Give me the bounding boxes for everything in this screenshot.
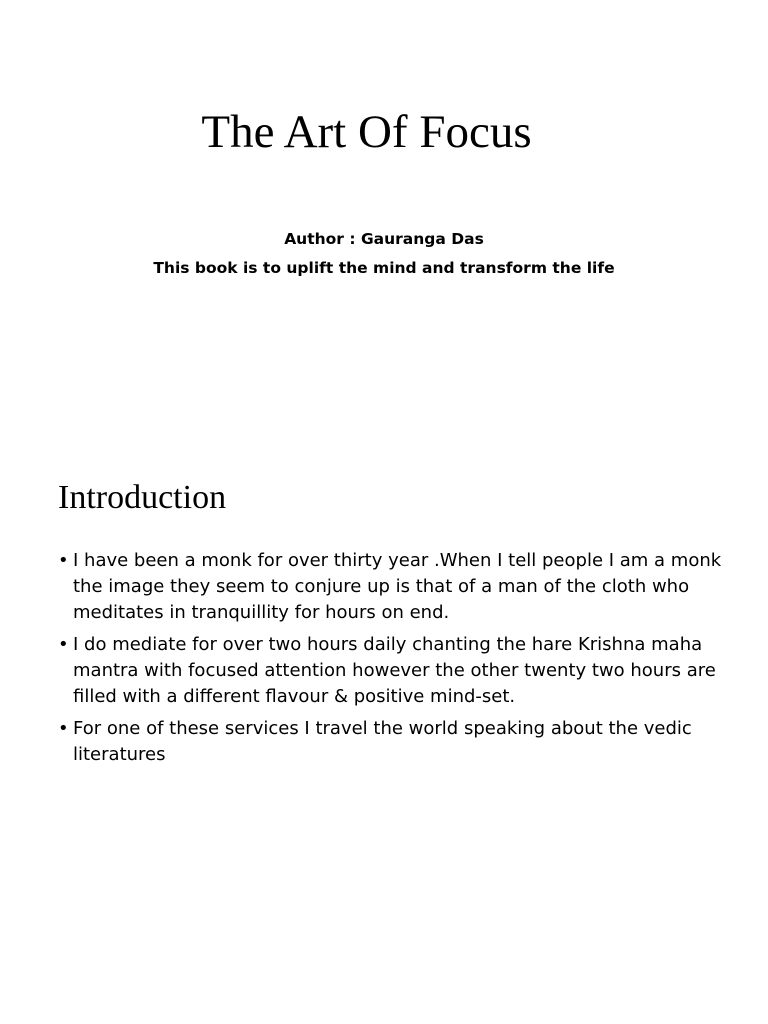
introduction-slide xyxy=(0,466,768,898)
author-line: Author : Gauranga Das xyxy=(284,230,484,248)
bullet-icon: • xyxy=(58,718,69,739)
title-slide xyxy=(0,62,768,494)
list-item xyxy=(58,632,738,710)
bullet-text: I have been a monk for over thirty year .When I tell people I am a monk the image they seem to conjure up is that of a man of the cloth who meditates in tranquillity for hours on end. xyxy=(73,550,722,623)
bullet-icon: • xyxy=(58,634,69,655)
bullet-icon: • xyxy=(58,550,69,571)
list-item xyxy=(58,548,738,626)
book-purpose-line: This book is to uplift the mind and transform the life xyxy=(153,259,615,277)
section-heading: Introduction xyxy=(58,479,227,516)
book-title: The Art Of Focus xyxy=(201,106,532,158)
list-item xyxy=(58,716,738,768)
bullet-text: I do mediate for over two hours daily chanting the hare Krishna maha mantra with focused attention however the other twenty two hours are filled with a different flavour & positive mind-set. xyxy=(73,634,716,707)
bullet-list xyxy=(58,548,738,774)
bullet-text: For one of these services I travel the world speaking about the vedic literatures xyxy=(73,718,692,765)
